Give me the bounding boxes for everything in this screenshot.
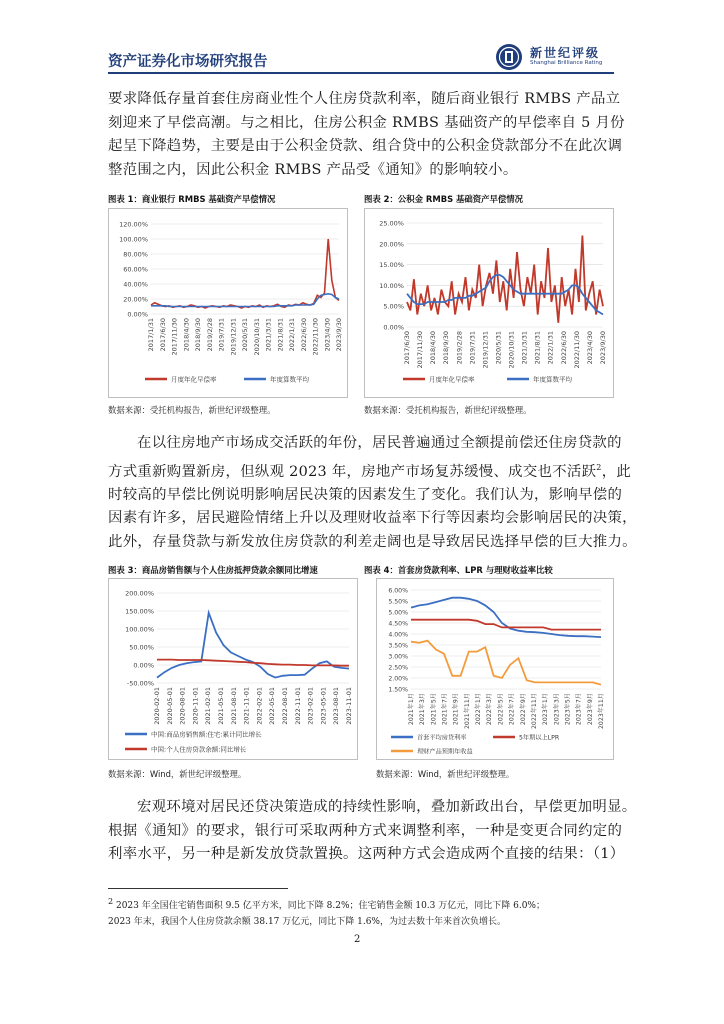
- series-line: [157, 613, 349, 678]
- x-tick-label: 2020/10/31: [252, 318, 261, 356]
- x-tick-label: 2020/5/31: [241, 318, 249, 352]
- x-tick-label: 2022/1/31: [546, 331, 555, 365]
- y-tick-label: -50.00%: [126, 679, 154, 688]
- figure-1-chart: [108, 208, 348, 398]
- paragraph-3: [108, 796, 637, 867]
- figure-3-source: 数据来源：Wind，新世纪评级整理。: [108, 769, 247, 779]
- y-tick-label: 10.00%: [379, 281, 404, 290]
- x-tick-label: 2022年7月: [508, 693, 516, 726]
- y-tick-label: 4.00%: [388, 631, 408, 639]
- paragraph-line: 因素有许多，居民避险情绪上升以及理财收益率下行等因素均会影响居民的决策，: [108, 510, 637, 527]
- company-logo: [494, 42, 614, 72]
- y-tick-label: 3.50%: [388, 642, 408, 650]
- x-tick-label: 2023-02-01: [306, 687, 315, 725]
- x-tick-label: 2021-11-01: [242, 687, 251, 725]
- x-tick-label: 2022年1月: [475, 693, 483, 726]
- y-tick-label: 2.50%: [388, 664, 408, 672]
- x-tick-label: 2020/10/31: [507, 331, 516, 369]
- y-tick-label: 3.00%: [388, 653, 408, 661]
- series-line: [411, 620, 601, 630]
- footnote: [108, 894, 618, 930]
- series-line: [151, 294, 339, 307]
- y-tick-label: 120.00%: [119, 220, 148, 229]
- y-tick-label: 15.00%: [379, 261, 404, 270]
- legend-label: 年度算数平均: [533, 375, 572, 384]
- x-tick-label: 2023-08-01: [332, 687, 341, 725]
- x-tick-label: 2022-02-01: [255, 687, 264, 725]
- legend-label: 月度年化早偿率: [429, 375, 475, 384]
- legend-label: 年度算数平均: [270, 375, 309, 384]
- y-tick-label: 6.00%: [388, 587, 408, 595]
- x-tick-label: 2023-11-01: [345, 687, 353, 725]
- y-tick-label: 200.00%: [125, 589, 154, 598]
- x-tick-label: 2023年5月: [564, 693, 572, 726]
- x-tick-label: 2021-05-01: [217, 687, 225, 725]
- paragraph-line: 整范围之内，因此公积金 RMBS 产品受《通知》的影响较小。: [108, 161, 518, 178]
- report-title: 资产证券化市场研究报告: [108, 54, 268, 70]
- x-tick-label: 2017/6/30: [403, 331, 411, 365]
- x-tick-label: 2023年7月: [575, 693, 583, 726]
- footnote-line: 2023 年末，我国个人住房贷款余额 38.17 万亿元，同比下降 1.6%，为过去数十年来首次负增长。: [108, 917, 506, 927]
- y-tick-label: 5.50%: [388, 598, 408, 606]
- y-tick-label: 40.00%: [123, 280, 148, 289]
- logo-chinese-name: 新世纪评级: [530, 46, 601, 60]
- x-tick-label: 2022-11-01: [293, 687, 302, 725]
- x-tick-label: 2017/11/30: [170, 318, 179, 356]
- paragraph-line: 时较高的早偿比例说明影响居民决策的因素发生了变化。我们认为，影响早偿的: [108, 486, 623, 503]
- x-tick-label: 2021/8/31: [533, 331, 542, 365]
- figure-4-source: 数据来源：Wind，新世纪评级整理。: [376, 769, 515, 779]
- legend-label: 5年期以上LPR: [519, 734, 560, 742]
- y-tick-label: 100.00%: [125, 625, 154, 634]
- x-tick-label: 2022-08-01: [281, 687, 289, 725]
- x-tick-label: 2020-11-01: [191, 687, 200, 725]
- footnote-line: [108, 894, 618, 914]
- x-tick-label: 2021-08-01: [229, 687, 238, 725]
- y-tick-label: 150.00%: [125, 607, 154, 616]
- x-tick-label: 2019/7/31: [468, 331, 477, 365]
- paragraph-line: 刻迎来了早偿高潮。与之相比，住房公积金 RMBS 基础资产的早偿率自 5 月份: [108, 114, 625, 131]
- x-tick-label: 2021-02-01: [204, 687, 213, 725]
- y-tick-label: 5.00%: [383, 302, 404, 311]
- x-tick-label: 2020-05-01: [165, 687, 174, 725]
- y-tick-label: 60.00%: [123, 265, 148, 274]
- x-tick-label: 2017/1/31: [147, 318, 155, 352]
- footnote-ref[interactable]: 2: [596, 462, 602, 472]
- x-tick-label: 2019/2/28: [205, 318, 214, 352]
- paragraph-line: 宏观环境对居民还贷决策造成的持续性影响，叠加新政出台，早偿更加明显。: [137, 799, 637, 815]
- x-tick-label: 2018/4/30: [182, 318, 191, 352]
- x-tick-label: 2022/11/30: [572, 331, 581, 369]
- x-tick-label: 2019/2/28: [455, 331, 464, 365]
- x-tick-label: 2021年3月: [419, 693, 427, 726]
- y-tick-label: 20.00%: [123, 295, 148, 304]
- paragraph-text: 方式重新购置新房，但纵观 2023 年，房地产市场复苏缓慢、成交也不活跃: [108, 463, 597, 480]
- legend-label: 中国:商品房销售额:住宅:累计同比增长: [151, 730, 262, 739]
- x-tick-label: 2021年11月: [463, 693, 471, 729]
- paragraph-line: 利率水平，另一种是新发放贷款置换。这两种方式会造成两个直接的结果：（1）: [108, 846, 625, 862]
- x-tick-label: 2019/12/31: [481, 331, 490, 369]
- x-tick-label: 2023年3月: [553, 693, 561, 726]
- x-tick-label: 2021年1月: [408, 693, 415, 726]
- y-tick-label: 25.00%: [379, 219, 404, 228]
- footnote-divider: [108, 888, 288, 889]
- x-tick-label: 2021年9月: [452, 693, 460, 726]
- x-tick-label: 2021/3/31: [520, 331, 529, 365]
- logo-english-name: Shanghai Brilliance Rating: [530, 60, 603, 66]
- header-divider: [108, 72, 614, 74]
- legend-label: 首套平均房贷利率: [417, 734, 467, 742]
- paragraph-text: ，此: [601, 463, 632, 480]
- footnote-mark: 2: [108, 897, 114, 906]
- paragraph-line: 要求降低存量首套住房商业性个人住房贷款利率，随后商业银行 RMBS 产品立: [108, 91, 621, 107]
- paragraph-line: [108, 456, 632, 484]
- footnote-text: 2023 年全国住宅销售面积 9.5 亿平方米，同比下降 8.2%；住宅销售金额 10.3 万亿元，同比下降 6.0%；: [115, 901, 545, 911]
- y-tick-label: 100.00%: [119, 235, 148, 244]
- figure-3-chart: [108, 578, 358, 760]
- y-tick-label: 1.50%: [388, 686, 408, 694]
- x-tick-label: 2022年5月: [497, 693, 505, 726]
- x-tick-label: 2023年1月: [542, 693, 550, 726]
- x-tick-label: 2022/6/30: [299, 318, 308, 352]
- x-tick-label: 2019/7/31: [217, 318, 226, 352]
- series-line: [411, 598, 601, 637]
- y-tick-label: 5.00%: [388, 609, 408, 617]
- x-tick-label: 2022年3月: [486, 693, 494, 726]
- y-tick-label: 0.00%: [133, 661, 154, 670]
- x-tick-label: 2023/4/30: [323, 318, 332, 352]
- logo-emblem-icon: [494, 42, 524, 72]
- x-tick-label: 2023年11月: [598, 693, 605, 729]
- paragraph-line: 起呈下降趋势，主要是由于公积金贷款、组合贷中的公积金贷款部分不在此次调: [108, 138, 623, 154]
- x-tick-label: 2017/11/30: [416, 331, 425, 369]
- x-tick-label: 2022-05-01: [268, 687, 277, 725]
- y-tick-label: 20.00%: [379, 240, 404, 249]
- y-tick-label: 2.00%: [388, 675, 408, 683]
- x-tick-label: 2021年7月: [441, 693, 449, 726]
- x-tick-label: 2020-08-01: [178, 687, 187, 725]
- y-tick-label: 0.00%: [383, 323, 404, 332]
- paragraph-1: [108, 88, 625, 182]
- y-tick-label: 0.00%: [127, 310, 148, 319]
- legend-label: 月度年化早偿率: [171, 375, 217, 384]
- x-tick-label: 2020-02-01: [153, 687, 161, 725]
- x-tick-label: 2021/8/31: [276, 318, 285, 352]
- figure-1-title: 图表 1：商业银行 RMBS 基础资产早偿情况: [108, 194, 276, 204]
- x-tick-label: 2018/4/30: [429, 331, 438, 365]
- x-tick-label: 2022/1/31: [288, 318, 296, 352]
- figure-4-chart: [376, 578, 614, 760]
- figure-3-title: 图表 3：商品房销售额与个人住房抵押贷款余额同比增速: [108, 565, 318, 575]
- x-tick-label: 2018/9/30: [442, 331, 451, 365]
- x-tick-label: 2020/5/31: [494, 331, 503, 365]
- x-tick-label: 2022年9月: [519, 693, 527, 726]
- x-tick-label: 2017/6/30: [158, 318, 167, 352]
- x-tick-label: 2021/3/31: [264, 318, 273, 352]
- x-tick-label: 2023/4/30: [585, 331, 594, 365]
- x-tick-label: 2023-05-01: [319, 687, 328, 725]
- figure-2-chart: [364, 208, 614, 398]
- y-tick-label: 80.00%: [123, 250, 148, 259]
- x-tick-label: 2018/9/30: [194, 318, 202, 352]
- x-tick-label: 2022/11/30: [311, 318, 320, 356]
- y-tick-label: 4.50%: [388, 620, 408, 628]
- paragraph-line: 此外，存量贷款与新发放住房贷款的利差走阔也是导致居民选择早偿的巨大推力。: [108, 533, 637, 550]
- figure-2-title: 图表 2：公积金 RMBS 基础资产早偿情况: [364, 194, 524, 204]
- x-tick-label: 2019/12/31: [229, 318, 238, 356]
- figure-2-source: 数据来源：受托机构报告，新世纪评级整理。: [364, 405, 532, 415]
- legend-label: 理财产品预期年收益: [417, 748, 473, 756]
- series-line: [151, 239, 339, 308]
- paragraph-2: [108, 432, 637, 554]
- legend-label: 中国:个人住房贷款余额:同比增长: [151, 745, 247, 754]
- x-tick-label: 2022/6/30: [559, 331, 568, 365]
- figure-4-title: 图表 4：首套房贷款利率、LPR 与理财收益率比较: [364, 565, 553, 575]
- figure-1-source: 数据来源：受托机构报告，新世纪评级整理。: [108, 405, 276, 415]
- x-tick-label: 2023年9月: [586, 693, 594, 726]
- x-tick-label: 2023/9/30: [335, 318, 343, 352]
- paragraph-line: 在以往房地产市场成交活跃的年份，居民普遍通过全额提前偿还住房贷款的: [137, 435, 622, 451]
- y-tick-label: 50.00%: [129, 643, 154, 652]
- x-tick-label: 2021年5月: [430, 693, 438, 726]
- page-number: 2: [354, 934, 361, 945]
- x-tick-label: 2023/9/30: [599, 331, 607, 365]
- paragraph-line: 根据《通知》的要求，银行可采取两种方式来调整利率，一种是变更合同约定的: [108, 822, 623, 839]
- x-tick-label: 2022年11月: [530, 693, 538, 729]
